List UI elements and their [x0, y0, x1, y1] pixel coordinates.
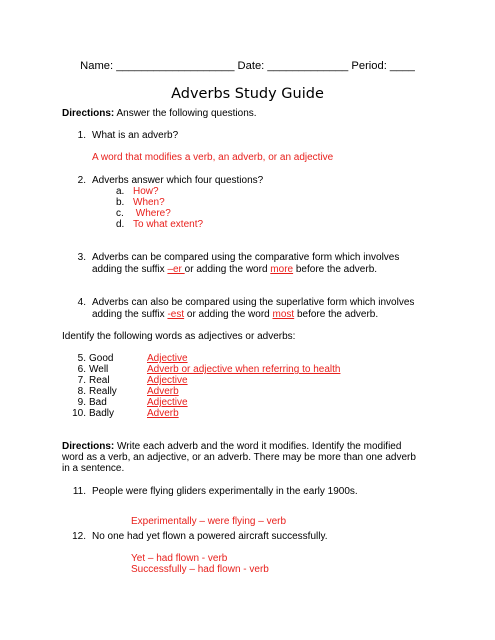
- q4-line-2: [92, 309, 378, 321]
- q2-option-d-letter: d.: [116, 219, 125, 230]
- q3-line-2: [92, 264, 377, 276]
- q4-line-1: Adverbs can also be compared using the superlative form which involves: [92, 297, 415, 308]
- header-line: Name: ___________________ Date: _____________ Period: ____: [80, 60, 415, 72]
- directions-2-line-2: word as a verb, an adjective, or an adverb. There may be more than one adverb: [62, 452, 416, 463]
- q3-suffix-answer: –er: [167, 264, 185, 275]
- q1-answer: A word that modifies a verb, an adverb, or an adjective: [92, 152, 334, 163]
- word-10-number: 10.: [72, 408, 86, 419]
- q2-option-c: Where?: [133, 208, 171, 219]
- word-9-number: 9.: [77, 397, 86, 408]
- word-8-answer: Adverb: [147, 386, 179, 397]
- q3-l2a: adding the suffix: [92, 264, 168, 275]
- word-5-number: 5.: [77, 353, 86, 364]
- q3-number: 3.: [77, 252, 86, 263]
- q4-number: 4.: [77, 297, 86, 308]
- q4-l2c: or adding the word: [184, 309, 273, 320]
- word-9-answer: Adjective: [147, 397, 188, 408]
- q2-text: Adverbs answer which four questions?: [92, 175, 264, 186]
- q11-text: People were flying gliders experimentally in the early 1900s.: [92, 486, 358, 497]
- page-title: Adverbs Study Guide: [171, 86, 324, 102]
- directions-1-text: Answer the following questions.: [114, 108, 257, 119]
- q12-text: No one had yet flown a powered aircraft successfully.: [92, 531, 328, 542]
- q3-l2e: before the adverb.: [293, 264, 378, 275]
- directions-2-text: Write each adverb and the word it modifies. Identify the modified: [114, 441, 402, 452]
- word-6: Well: [89, 364, 109, 375]
- q1-number: 1.: [77, 130, 86, 141]
- q4-word-answer: most: [272, 309, 295, 320]
- q12-answer-1: Yet – had flown - verb: [131, 553, 228, 564]
- word-7: Real: [89, 375, 110, 386]
- q2-number: 2.: [77, 175, 86, 186]
- word-5-answer: Adjective: [147, 353, 188, 364]
- word-7-number: 7.: [77, 375, 86, 386]
- q2-option-a: How?: [133, 186, 159, 197]
- word-10-answer: Adverb: [147, 408, 179, 419]
- q3-word-answer: more: [270, 264, 294, 275]
- q11-answer: Experimentally – were flying – verb: [131, 516, 287, 527]
- directions-2-line-3: in a sentence.: [62, 463, 125, 474]
- q4-l2a: adding the suffix: [92, 309, 168, 320]
- word-6-answer: Adverb or adjective when referring to health: [147, 364, 341, 375]
- q12-answer-2: Successfully – had flown - verb: [131, 564, 269, 575]
- directions-2-label: Directions:: [62, 441, 115, 452]
- q2-option-a-letter: a.: [116, 186, 125, 197]
- word-8-number: 8.: [77, 386, 86, 397]
- word-9: Bad: [89, 397, 107, 408]
- q4-l2e: before the adverb.: [294, 309, 379, 320]
- q2-option-d: To what extent?: [133, 219, 204, 230]
- q3-line-1: Adverbs can be compared using the comparative form which involves: [92, 252, 400, 263]
- q2-option-b-letter: b.: [116, 197, 125, 208]
- word-5: Good: [89, 353, 114, 364]
- q3-l2c: or adding the word: [184, 264, 271, 275]
- word-6-number: 6.: [77, 364, 86, 375]
- q2-option-c-letter: c.: [116, 208, 124, 219]
- q4-suffix-answer: -est: [167, 309, 185, 320]
- directions-1-label: Directions:: [62, 108, 115, 119]
- word-8: Really: [89, 386, 117, 397]
- q1-text: What is an adverb?: [92, 130, 179, 141]
- directions-1: [62, 108, 257, 120]
- q11-number: 11.: [72, 486, 86, 497]
- identify-instructions: Identify the following words as adjectives or adverbs:: [62, 331, 296, 342]
- q2-option-b: When?: [133, 197, 165, 208]
- word-10: Badly: [89, 408, 115, 419]
- word-7-answer: Adjective: [147, 375, 188, 386]
- q12-number: 12.: [72, 531, 86, 542]
